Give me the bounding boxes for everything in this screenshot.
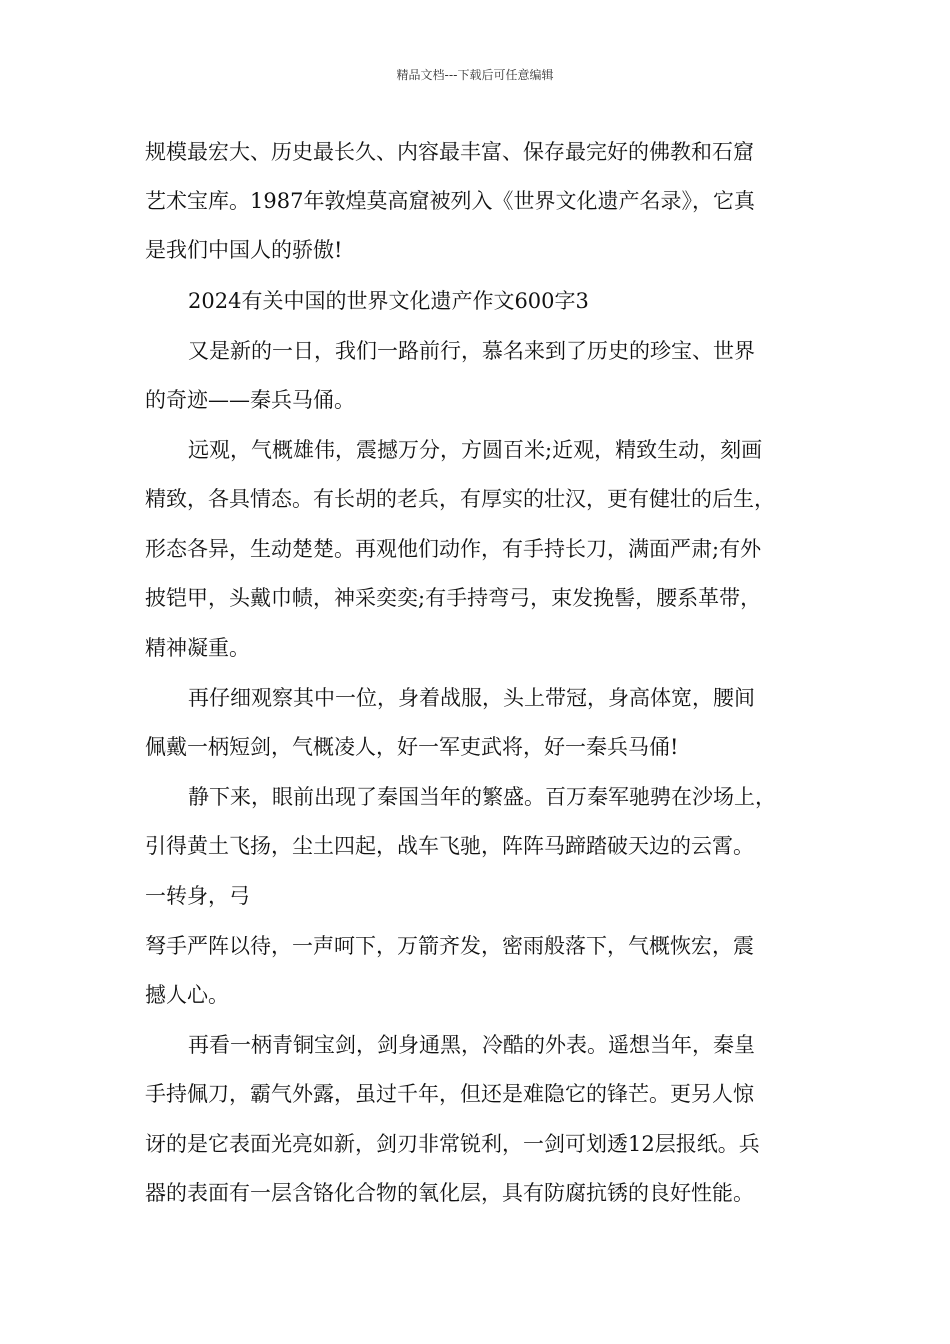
- text-line: 撼人心。: [145, 983, 229, 1007]
- text-line: 精神凝重。: [145, 636, 250, 660]
- text-line: 佩戴一柄短剑，气概凌人，好一军吏武将，好一秦兵马俑!: [145, 735, 679, 759]
- text-line: 讶的是它表面光亮如新，剑刃非常锐利，一剑可划透12层报纸。兵: [145, 1132, 760, 1156]
- text-line: 再仔细观察其中一位，身着战服，头上带冠，身高体宽，腰间: [188, 686, 755, 710]
- text-line: 静下来，眼前出现了秦国当年的繁盛。百万秦军驰骋在沙场上，: [188, 785, 776, 809]
- text-line: 一转身，弓: [145, 884, 250, 908]
- section-heading: 2024有关中国的世界文化遗产作文600字3: [188, 289, 589, 313]
- text-line: 精致，各具情态。有长胡的老兵，有厚实的壮汉，更有健壮的后生，: [145, 487, 775, 511]
- text-line: 弩手严阵以待，一声呵下，万箭齐发，密雨般落下，气概恢宏，震: [145, 934, 754, 958]
- text-line: 手持佩刀，霸气外露，虽过千年，但还是难隐它的锋芒。更另人惊: [145, 1082, 754, 1106]
- text-line: 规模最宏大、历史最长久、内容最丰富、保存最完好的佛教和石窟: [145, 140, 754, 164]
- text-line: 器的表面有一层含铬化合物的氧化层，具有防腐抗锈的良好性能。: [145, 1181, 754, 1205]
- text-line: 引得黄土飞扬，尘土四起，战车飞驰，阵阵马蹄踏破天边的云霄。: [145, 834, 754, 858]
- text-line: 形态各异，生动楚楚。再观他们动作，有手持长刀，满面严肃;有外: [145, 537, 762, 561]
- text-line: 再看一柄青铜宝剑，剑身通黑，冷酷的外表。遥想当年，秦皇: [188, 1033, 755, 1057]
- text-line: 又是新的一日，我们一路前行，慕名来到了历史的珍宝、世界: [188, 339, 755, 363]
- text-line: 艺术宝库。1987年敦煌莫高窟被列入《世界文化遗产名录》，它真: [145, 189, 755, 213]
- page-header: 精品文档---下载后可任意编辑: [396, 68, 554, 82]
- text-line: 远观，气概雄伟，震撼万分，方圆百米;近观，精致生动，刻画: [188, 438, 763, 462]
- text-line: 披铠甲，头戴巾帻，神采奕奕;有手持弯弓，束发挽髻，腰系革带，: [145, 586, 762, 610]
- text-line: 是我们中国人的骄傲!: [145, 238, 343, 262]
- text-line: 的奇迹——秦兵马俑。: [145, 388, 355, 412]
